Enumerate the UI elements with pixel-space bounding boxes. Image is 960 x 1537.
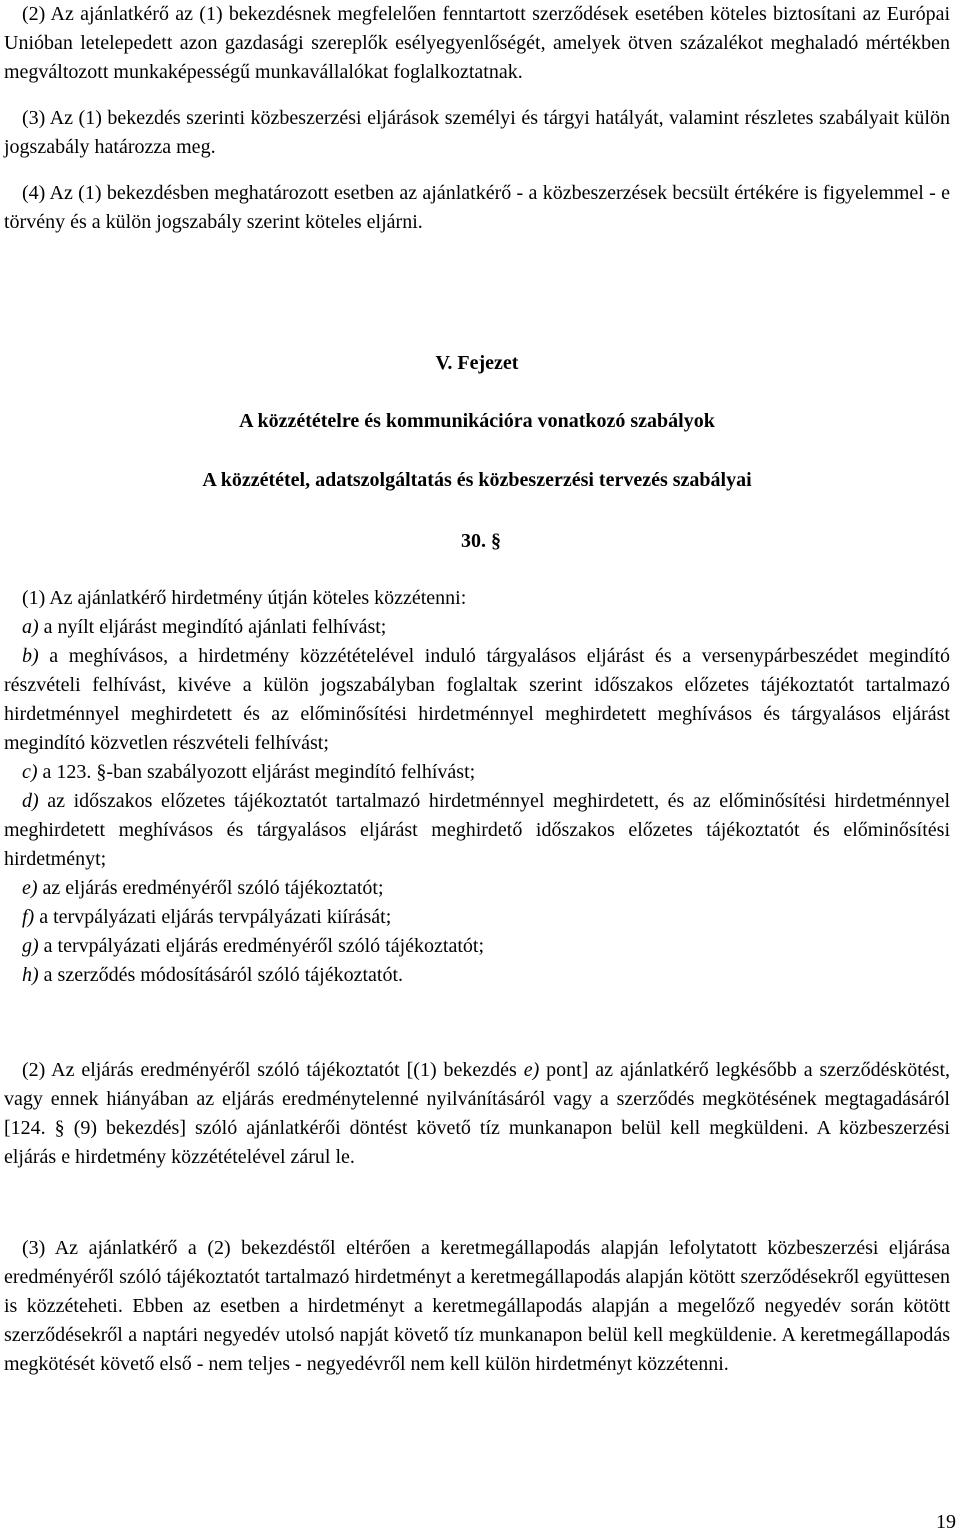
paragraph-3-text: (3) Az ajánlatkérő a (2) bekezdéstől eltérően a keretmegállapodás alapján lefolytatott közbeszerzési eljárása eredményéről szóló tájékoztatót tartalmazó hirdetményt a keretmegállapodás alapján kötött szerződésekről együttesen is közzéteheti. Ebben az esetben a hirdetményt a keretmegállapodás alapján a megelőző negyedév során kötött szerződésekről a naptári negyedév utolsó napját követő tíz munkanapon belül kell megküldenie. A keretmegállapodás megkötését követő első - nem teljes - negyedévről nem kell külön hirdetményt közzétenni. [4,1237,950,1375]
section-number: 30. § [461,530,501,552]
item-mark: a) [22,616,39,638]
item-mark: g) [22,935,39,957]
intro-paragraphs [4,0,950,237]
list-item-d [4,787,950,874]
paragraph-2-text [4,1056,950,1172]
item-text: a nyílt eljárást megindító ajánlati felhívást; [38,616,387,638]
list-item-f [4,903,950,932]
text-part: pont] az ajánlatkérő legkésőbb a szerződéskötést, vagy ennek hiányában az eljárás eredménytelenné nyilvánításáról vagy a szerződés megkötésének megtagadásáról [124. § (9) bekezdés] szóló ajánlatkérői döntést követő tíz munkanapon belül kell megküldeni. A közbeszerzési eljárás e hirdetmény közzétételével zárul le. [4,1059,950,1168]
item-mark: b) [22,645,39,667]
list-item-c [4,758,950,787]
item-text: az eljárás eredményéről szóló tájékoztatót; [37,877,384,899]
item-text: a tervpályázati eljárás tervpályázati kiírását; [34,906,392,928]
item-mark: c) [22,761,38,783]
item-text: a meghívásos, a hirdetmény közzétételével induló tárgyalásos eljárást és a versenypárbeszédet megindító részvételi felhívást, kivéve a külön jogszabályban foglaltak szerint időszakos előzetes tájékoztatót tartalmazó hirdetménnyel meghirdetett és az előminősítési hirdetménnyel meghirdetett meghívásos és tárgyalásos eljárást megindító közvetlen részvételi felhívást; [4,645,950,754]
paragraph-2: (2) Az ajánlatkérő az (1) bekezdésnek megfelelően fenntartott szerződések esetében köteles biztosítani az Európai Unióban letelepedett azon gazdasági szereplők esélyegyenlőségét, amelyek ötven százalékot meghaladó mértékben megváltozott munkaképességű munkavállalókat foglalkoztatnak. [4,3,950,83]
item-text: a 123. §-ban szabályozott eljárást megindító felhívást; [37,761,476,783]
item-mark: e) [22,877,38,899]
item-text: a szerződés módosításáról szóló tájékoztatót. [38,964,403,986]
paragraph-1-intro: (1) Az ajánlatkérő hirdetmény útján köteles közzétenni: [22,587,467,609]
item-text: az időszakos előzetes tájékoztatót tartalmazó hirdetménnyel meghirdetett, és az előminősítési hirdetménnyel meghirdetett meghívásos és tárgyalásos eljárást meghirdető időszakos előzetes tájékoztatót és előminősítési hirdetményt; [4,790,950,870]
section-group-title: A közzététel, adatszolgáltatás és közbeszerzési tervezés szabályai [202,469,752,491]
list-item-b [4,642,950,758]
page-number: 19 [936,1511,956,1533]
item-mark: d) [22,790,39,812]
section-30-paragraph-1 [4,584,950,990]
item-mark: h) [22,964,39,986]
list-item-g [4,932,950,961]
paragraph-4: (4) Az (1) bekezdésben meghatározott esetben az ajánlatkérő - a közbeszerzések becsült értékére is figyelemmel - e törvény és a külön jogszabály szerint köteles eljárni. [4,182,950,233]
list-item-h [4,961,950,990]
item-mark: f) [22,906,35,928]
point-mark: e) [523,1059,540,1081]
section-30-paragraph-2 [4,1056,950,1172]
item-text: a tervpályázati eljárás eredményéről szóló tájékoztatót; [38,935,485,957]
paragraph-3: (3) Az (1) bekezdés szerinti közbeszerzési eljárások személyi és tárgyi hatályát, valamint részletes szabályait külön jogszabály határozza meg. [4,107,950,158]
section-30-paragraph-3 [4,1234,950,1379]
list-item-e [4,874,950,903]
text-part: (2) Az eljárás eredményéről szóló tájékoztatót [(1) bekezdés [22,1059,524,1081]
list-item-a [4,613,950,642]
chapter-heading: V. Fejezet [435,352,519,374]
chapter-title: A közzétételre és kommunikációra vonatkozó szabályok [239,410,715,432]
